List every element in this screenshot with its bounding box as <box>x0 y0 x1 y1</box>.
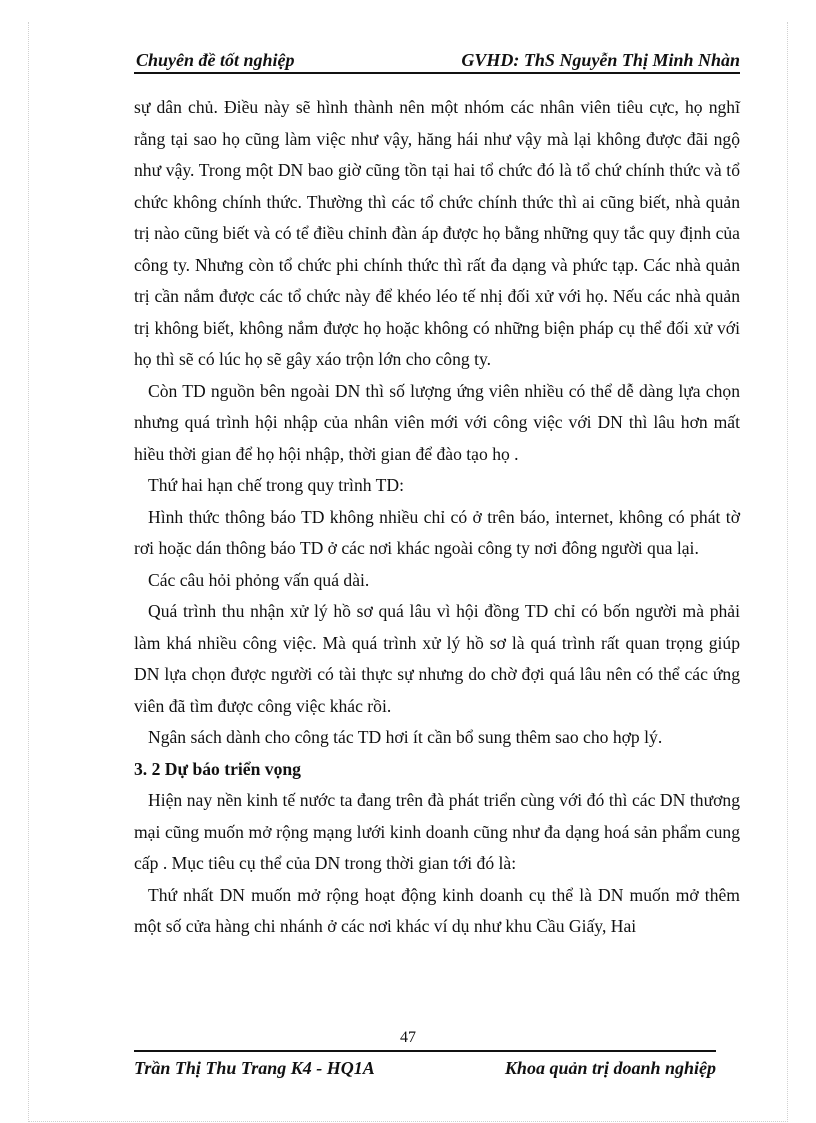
document-body <box>134 92 740 943</box>
paragraph-9: Thứ nhất DN muốn mở rộng hoạt động kinh doanh cụ thể là DN muốn mở thêm một số cửa hàng chi nhánh ở các nơi khác ví dụ như khu Cầu Giấy, Hai <box>134 884 740 936</box>
paragraph-2: Còn TD nguồn bên ngoài DN thì số lượng ứng viên nhiều có thể dễ dàng lựa chọn nhưng quá trình hội nhập của nhân viên mới với công việc với DN thì lâu hơn mất hiều thời gian để họ hội nhập, thời gian để đào tạo họ . <box>134 380 740 464</box>
paragraph-4: Hình thức thông báo TD không nhiều chỉ có ở trên báo, internet, không có phát tờ rơi hoặc dán thông báo TD ở các nơi khác ngoài công ty nơi đông người qua lại. <box>134 506 740 558</box>
paragraph-5: Các câu hỏi phỏng vấn quá dài. <box>148 569 370 590</box>
header-thesis-title: Chuyên đề tốt nghiệp <box>136 50 295 70</box>
paragraph-1: sự dân chủ. Điều này sẽ hình thành nên một nhóm các nhân viên tiêu cực, họ nghĩ rằng tại sao họ cũng làm việc như vậy, hăng hái như vậy mà lại không được đãi ngộ như vậy. Trong một DN bao giờ cũng tồn tại hai tổ chức đó là tổ chứ chính thức và tổ chức không chính thức. Thường thì các tổ chức chính thức thì ai cũng biết, nhà quản trị nào cũng biết và có tể điều chỉnh đàn áp được họ bằng những quy tắc quy định của công ty. Nhưng còn tổ chức phi chính thức thì rất đa dạng và phức tạp. Các nhà quản trị cần nắm được các tổ chức này để khéo léo tế nhị đối xử với họ. Nếu các nhà quản trị không biết, không nắm được họ hoặc không có những biện pháp cụ thể đối xử với họ thì sẽ có lúc họ sẽ gây xáo trộn lớn cho công ty. <box>134 97 740 369</box>
page-footer <box>134 1050 716 1080</box>
footer-author: Trần Thị Thu Trang K4 - HQ1A <box>134 1058 375 1078</box>
page-header <box>134 48 740 74</box>
footer-department: Khoa quản trị doanh nghiệp <box>504 1058 716 1078</box>
header-supervisor: GVHD: ThS Nguyễn Thị Minh Nhàn <box>461 50 740 70</box>
paragraph-8: Hiện nay nền kinh tế nước ta đang trên đà phát triển cùng với đó thì các DN thương mại cũng muốn mở rộng mạng lưới kinh doanh cũng như đa dạng hoá sản phẩm cung cấp . Mục tiêu cụ thể của DN trong thời gian tới đó là: <box>134 790 740 873</box>
paragraph-7: Ngân sách dành cho công tác TD hơi ít cần bổ sung thêm sao cho hợp lý. <box>148 727 663 747</box>
paragraph-3: Thứ hai hạn chế trong quy trình TD: <box>148 475 404 495</box>
paragraph-6: Quá trình thu nhận xử lý hồ sơ quá lâu vì hội đồng TD chỉ có bốn người mà phải làm khá nhiều công việc. Mà quá trình xử lý hồ sơ là quá trình rất quan trọng giúp DN lựa chọn được người có tài thực sự nhưng do chờ đợi quá lâu nên có thể các ứng viên đã tìm được công việc khác rồi. <box>134 601 740 716</box>
page-number: 47 <box>400 1029 416 1046</box>
section-heading: 3. 2 Dự báo triển vọng <box>134 758 301 779</box>
